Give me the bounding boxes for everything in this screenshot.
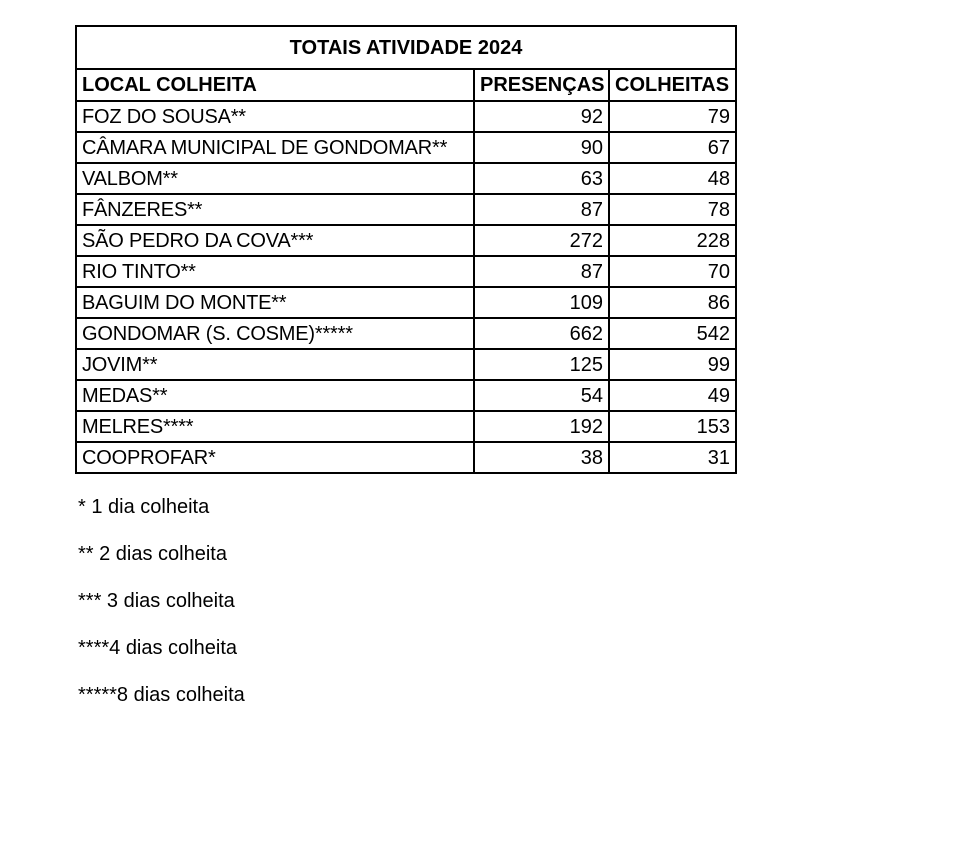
- table-row: [76, 256, 736, 287]
- table-row: [76, 101, 736, 132]
- colheitas-cell: 70: [609, 256, 736, 287]
- local-cell: JOVIM**: [76, 349, 474, 380]
- local-cell: FÂNZERES**: [76, 194, 474, 225]
- presencas-cell: 87: [474, 256, 609, 287]
- colheitas-cell: 78: [609, 194, 736, 225]
- presencas-cell: 272: [474, 225, 609, 256]
- colheitas-cell: 153: [609, 411, 736, 442]
- presencas-cell: 662: [474, 318, 609, 349]
- colheitas-cell: 99: [609, 349, 736, 380]
- local-cell: SÃO PEDRO DA COVA***: [76, 225, 474, 256]
- colheitas-cell: 542: [609, 318, 736, 349]
- presencas-cell: 87: [474, 194, 609, 225]
- table-row: [76, 318, 736, 349]
- local-cell: GONDOMAR (S. COSME)*****: [76, 318, 474, 349]
- local-cell: MEDAS**: [76, 380, 474, 411]
- colheitas-cell: 31: [609, 442, 736, 473]
- colheitas-cell: 86: [609, 287, 736, 318]
- local-cell: MELRES****: [76, 411, 474, 442]
- footnotes: [78, 497, 245, 732]
- colheitas-cell: 228: [609, 225, 736, 256]
- table-row: [76, 380, 736, 411]
- column-header-presencas: PRESENÇAS: [474, 69, 609, 101]
- presencas-cell: 125: [474, 349, 609, 380]
- presencas-cell: 54: [474, 380, 609, 411]
- footnote: ****4 dias colheita: [78, 637, 237, 659]
- presencas-cell: 92: [474, 101, 609, 132]
- presencas-cell: 192: [474, 411, 609, 442]
- presencas-cell: 109: [474, 287, 609, 318]
- header-row: [76, 69, 736, 101]
- local-cell: COOPROFAR*: [76, 442, 474, 473]
- local-cell: VALBOM**: [76, 163, 474, 194]
- table-row: [76, 442, 736, 473]
- table-row: [76, 349, 736, 380]
- local-cell: BAGUIM DO MONTE**: [76, 287, 474, 318]
- table-row: [76, 194, 736, 225]
- colheitas-cell: 79: [609, 101, 736, 132]
- table-body: [76, 101, 736, 473]
- table-row: [76, 411, 736, 442]
- table-title: TOTAIS ATIVIDADE 2024: [76, 26, 736, 69]
- table-row: [76, 287, 736, 318]
- column-header-colheitas: COLHEITAS: [609, 69, 736, 101]
- footnote: ** 2 dias colheita: [78, 543, 227, 565]
- local-cell: FOZ DO SOUSA**: [76, 101, 474, 132]
- local-cell: RIO TINTO**: [76, 256, 474, 287]
- presencas-cell: 63: [474, 163, 609, 194]
- presencas-cell: 38: [474, 442, 609, 473]
- table-row: [76, 163, 736, 194]
- title-row: [76, 26, 736, 69]
- footnote: *** 3 dias colheita: [78, 590, 235, 612]
- column-header-local-colheita: LOCAL COLHEITA: [76, 69, 474, 101]
- table-row: [76, 132, 736, 163]
- presencas-cell: 90: [474, 132, 609, 163]
- colheitas-cell: 49: [609, 380, 736, 411]
- table-row: [76, 225, 736, 256]
- colheitas-cell: 67: [609, 132, 736, 163]
- activity-table: [75, 25, 737, 474]
- colheitas-cell: 48: [609, 163, 736, 194]
- local-cell: CÂMARA MUNICIPAL DE GONDOMAR**: [76, 132, 474, 163]
- footnote: * 1 dia colheita: [78, 496, 210, 518]
- footnote: *****8 dias colheita: [78, 684, 245, 706]
